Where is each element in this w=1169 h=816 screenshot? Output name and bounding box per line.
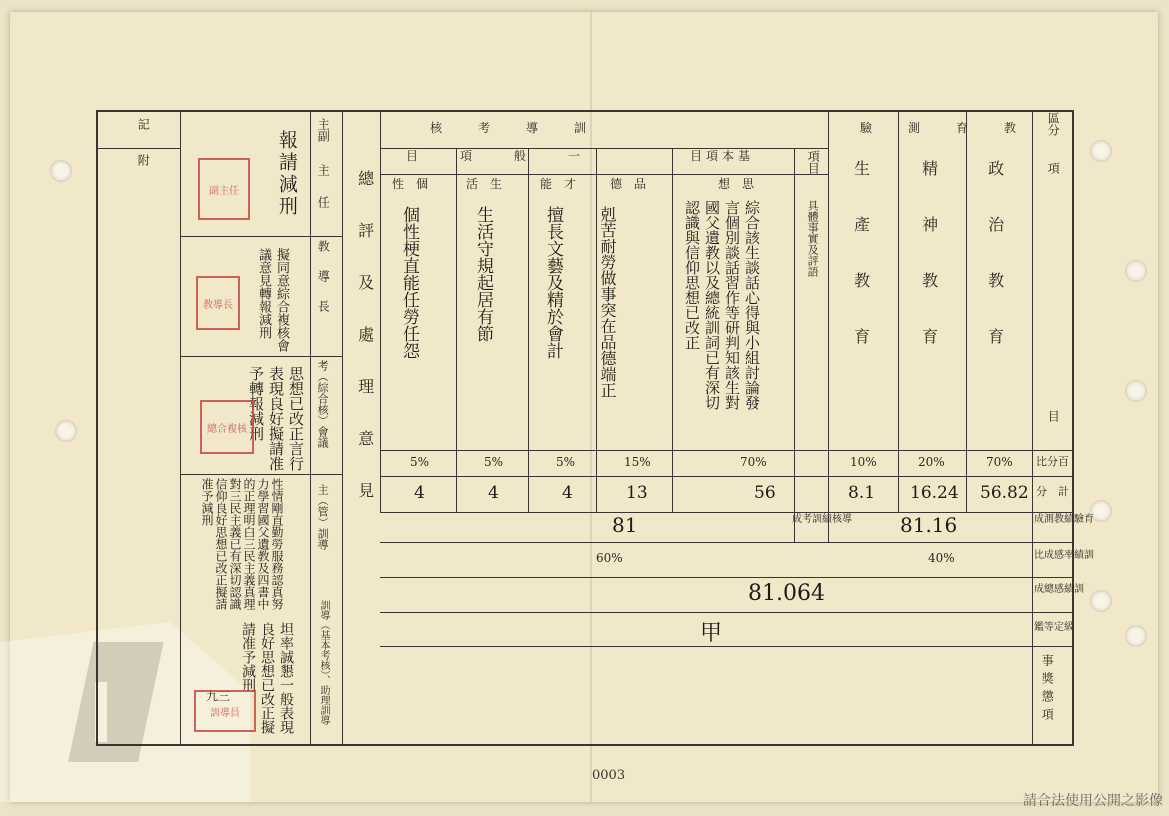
col-de: 德 品 <box>610 177 647 191</box>
test-heading: 驗 測 育 教 <box>860 121 1021 135</box>
detail-sheng: 生活守規起居有節 <box>473 206 493 342</box>
score-xing: 4 <box>414 483 425 503</box>
col-si: 想 思 <box>718 177 755 191</box>
general-items-heading: 目 項 般 一 <box>406 149 587 163</box>
punch-hole <box>1125 380 1147 402</box>
punch-hole <box>1125 625 1147 647</box>
concrete-facts-label: 具體事實及評語 <box>806 200 820 277</box>
weight-sheng: 5% <box>484 455 504 469</box>
kaohe-note: 思想已改正言行表現良好擬請准予轉報減刑 <box>247 366 305 471</box>
detail-si: 綜合該生談話心得與小組討論發言個別談話習作等研判知該生對國父遺教以及總統訓詞已有深切認識與信仰思想已改正 <box>683 200 761 410</box>
weight-spirit: 20% <box>918 455 945 469</box>
percent-label: 比分百 <box>1036 455 1069 468</box>
punch-hole <box>1090 590 1112 612</box>
category-label: 項 <box>1046 162 1061 174</box>
score-spirit: 16.24 <box>910 483 959 503</box>
xundao-note: 坦率誠懇一般表現良好思想已改正擬請准予減刑 <box>240 622 294 734</box>
score-political: 56.82 <box>980 483 1029 503</box>
ratio-label: 比成感率績訓 <box>1034 550 1094 561</box>
ratio-xundao: 60% <box>596 551 623 565</box>
weight-political: 70% <box>986 455 1013 469</box>
score-neng: 4 <box>562 483 573 503</box>
red-seal: 副主任 <box>198 158 250 220</box>
detail-neng: 擅長文藝及精於會計 <box>543 206 563 359</box>
weight-xing: 5% <box>410 455 430 469</box>
score-si: 56 <box>754 483 776 503</box>
zhuguan-note: 性情剛直勤勞服務認真努力學習國父遺教及四書中的正理明白三民主義真理對三民主義已有深切認識信仰良好思想已改正擬請准予減刑 <box>200 478 284 610</box>
detail-xing: 個性梗直能任勞任怨 <box>399 206 419 359</box>
punch-hole <box>50 160 72 182</box>
category-mu: 目 <box>1046 410 1061 422</box>
test-total-label: 成測教績驗育 <box>1034 514 1094 525</box>
label-summary: 總評及處理意見 <box>355 170 375 534</box>
weight-de: 15% <box>624 455 651 469</box>
weight-si: 70% <box>740 455 767 469</box>
page-number: 0003 <box>592 768 626 783</box>
cat-spirit: 精神教育 <box>919 160 939 384</box>
label-xundao-basic: 訓導（基本考核）、助理訓導 <box>318 600 329 725</box>
cat-production: 生產教育 <box>851 160 871 384</box>
punch-hole <box>1125 260 1147 282</box>
detail-de: 剋苦耐勞做事突在品德端正 <box>598 206 617 398</box>
label-jiaodaozhang: 教導長 <box>316 240 331 330</box>
test-total: 81.16 <box>900 513 958 537</box>
remarks-heading: 記 附 <box>136 118 151 166</box>
col-xing: 性 個 <box>392 177 429 191</box>
score-production: 8.1 <box>848 483 876 503</box>
red-seal: 教導長 <box>196 276 240 330</box>
score-de: 13 <box>626 483 648 503</box>
assessment-heading: 核 考 導 訓 <box>430 121 591 135</box>
label-zhuren: 主任 <box>316 164 331 228</box>
punch-hole <box>1090 140 1112 162</box>
red-seal: 訓導員 <box>194 690 256 732</box>
deeds-label: 事獎懲項 <box>1040 654 1055 726</box>
label-zhuguan-xundao: 主（管）訓導 <box>316 484 330 550</box>
footer-notice: 請合法使用公開之影像 <box>1023 793 1163 809</box>
label-kaohe: 考（綜合核）會議 <box>316 360 330 448</box>
red-seal: 總合複核 <box>200 400 254 454</box>
score-sheng: 4 <box>488 483 499 503</box>
col-sheng: 活 生 <box>466 177 503 191</box>
xundao-total: 81 <box>612 513 638 537</box>
xundao-total-label: 成考訓績核導 <box>792 514 852 525</box>
ratio-test: 40% <box>928 551 955 565</box>
col-neng: 能 才 <box>540 177 577 191</box>
basic-items-heading: 目項本基 <box>690 149 755 163</box>
item-label: 項目 <box>806 150 821 174</box>
distinction-heading: 區分 <box>1046 112 1061 136</box>
zhuren-note: 報請減刑 <box>275 130 298 218</box>
final-score: 81.064 <box>748 581 825 606</box>
punch-hole <box>55 420 77 442</box>
grade-label: 鑑等定級 <box>1034 622 1074 633</box>
cat-political: 政治教育 <box>985 160 1005 384</box>
weight-neng: 5% <box>556 455 576 469</box>
date-mark: 九三 <box>206 689 231 703</box>
weight-production: 10% <box>850 455 877 469</box>
total-label: 分 計 <box>1036 485 1069 498</box>
grade: 甲 <box>700 621 723 646</box>
jiaodaozhang-note: 擬同意綜合複核會議意見轉報減刑 <box>256 248 289 352</box>
final-label: 成總感績訓 <box>1034 584 1084 595</box>
zhuguan-heading: 主副 <box>316 118 331 142</box>
